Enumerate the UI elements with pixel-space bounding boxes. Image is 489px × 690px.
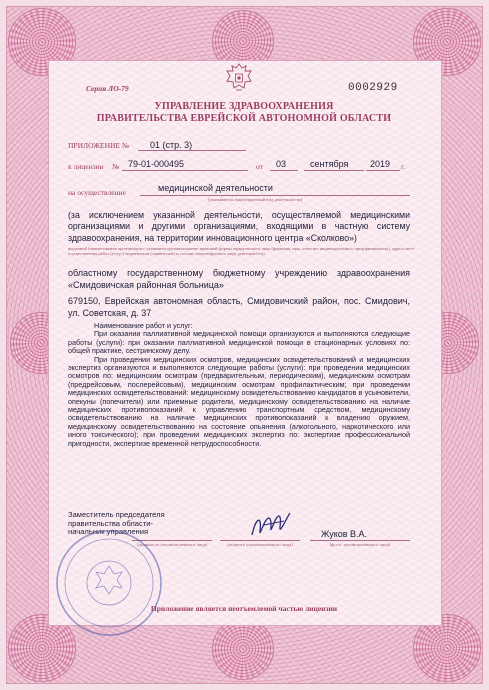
implementation-label: на осуществление xyxy=(68,188,126,197)
works-paragraph: При проведении медицинских осмотров, медицинских освидетельствований и медицинских экспертиз организуются и выполняются следующие работы (услуги): при проведении медицинских осмотров по: медицинским осмотрам (предварительным, периодическим), медицинским осмотрам (предрейсовым, послерейсовым), медицинским осмотрам профилактическим; при проведении медицинских освидетельствований: медицинскому освидетельствованию кандидатов в усыновители, опекуны (попечители) или приемные родители, медицинскому освидетельствованию на наличие медицинских противопоказаний к управлению транспортным средством, медицинскому освидетельствованию на наличие медицинских противопоказаний к владению оружием, медицинскому освидетельствованию на состояние опьянения (алкогольного, наркотического или иного токсического); при проведении медицинских экспертиз по: экспертизе профессиональной пригодности, экспертизе временной нетрудоспособности. xyxy=(68,354,410,448)
underline xyxy=(310,540,410,541)
license-year: 2019 xyxy=(370,159,391,169)
activity-hint: (указывается лицензируемый вид деятельности) xyxy=(207,197,303,202)
underline xyxy=(138,150,246,151)
position-hint: (должность уполномоченного лица) xyxy=(136,542,208,547)
underline xyxy=(122,170,248,171)
issuing-authority-line2: ПРАВИТЕЛЬСТВА ЕВРЕЙСКОЙ АВТОНОМНОЙ ОБЛАСТИ xyxy=(96,113,392,124)
works-paragraph: При оказании паллиативной медицинской помощи организуются и выполняются следующие работы (услуги): при оказании паллиативной медицинской помощи в стационарных условиях по: общей практике, сестринскому делу. xyxy=(68,329,410,356)
license-day: 03 xyxy=(276,159,287,169)
licensed-activity: медицинской деятельности xyxy=(158,183,273,193)
footer-note: Приложение является неотъемлемой частью лицензии xyxy=(150,604,338,613)
appendix-label: ПРИЛОЖЕНИЕ № xyxy=(68,141,130,150)
licensee-name: областному государственному бюджетному учреждению здравоохранения «Смидовичская районная больница» xyxy=(68,268,410,290)
signature-hint: (подпись уполномоченного лица) xyxy=(227,542,293,547)
appendix-number: 01 (стр. 3) xyxy=(150,140,193,150)
license-label: к лицензии xyxy=(68,162,104,171)
license-number: 79-01-000495 xyxy=(128,159,185,169)
signatory-position: Заместитель председателя правительства области- начальник управления xyxy=(68,510,165,537)
works-list xyxy=(68,322,410,448)
underline xyxy=(140,195,410,196)
underline xyxy=(304,170,364,171)
handwritten-signature xyxy=(246,505,296,545)
official-seal-stamp xyxy=(54,528,164,638)
underline xyxy=(270,170,298,171)
rosette-ornament xyxy=(212,618,274,680)
series-label: Серия ЛО-79 xyxy=(86,84,129,93)
licensee-address: 679150, Еврейская автономная область, Смидовичский район, пос. Смидович, ул. Советская, д. 37 xyxy=(68,296,410,318)
signer-name: Жуков В.А. xyxy=(321,529,368,539)
russian-coat-of-arms-icon xyxy=(224,62,254,94)
license-month: сентября xyxy=(310,159,349,169)
underline xyxy=(366,170,400,171)
issued-hint: выданной (наименование организации с указанием организационно-правовой формы юридического лица (фамилия, имя, отчество индивидуального предпринимателя), адреса мест осуществления работ (услуг) лицензиатом (заявителем) и составе лицензируемого вида деятельности) xyxy=(68,246,415,256)
works-heading: Наименование работ и услуг: xyxy=(94,321,193,330)
date-from-label: от xyxy=(256,162,263,171)
license-number-sign: № xyxy=(112,162,120,171)
name-hint: (ф.и.о. уполномоченного лица) xyxy=(329,542,391,547)
scope-text: (за исключением указанной деятельности, осуществляемой медицинскими организациями и другими организациями, входящими в частную систему здравоохранения, на территории инновационного центра «Сколково») xyxy=(68,210,410,243)
form-number: 0002929 xyxy=(348,82,398,94)
issuing-authority-line1: УПРАВЛЕНИЕ ЗДРАВООХРАНЕНИЯ xyxy=(154,101,334,112)
year-suffix: г. xyxy=(401,162,406,171)
